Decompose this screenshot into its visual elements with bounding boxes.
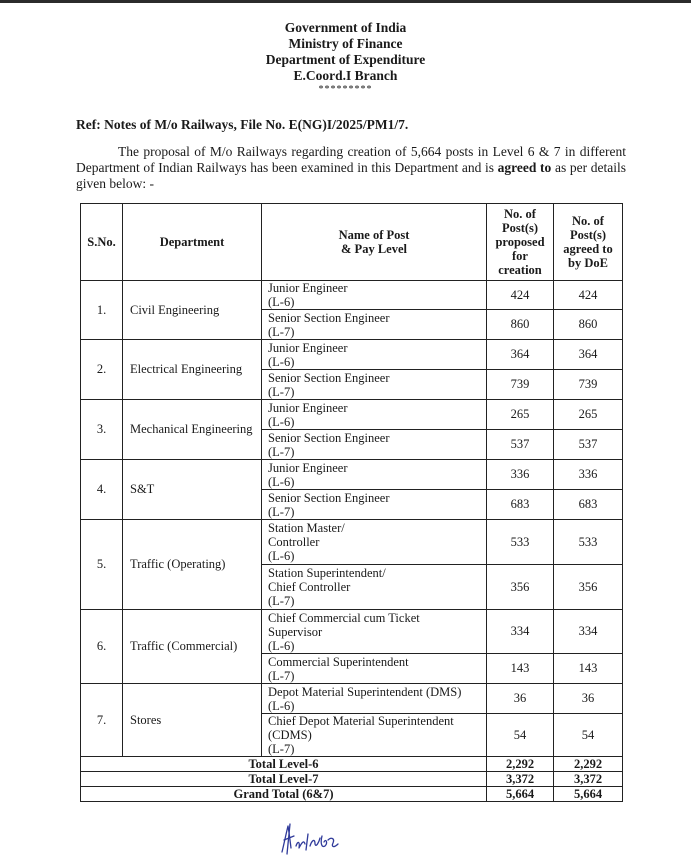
- proposed-count: 739: [487, 370, 554, 400]
- page-top-border: [0, 0, 691, 3]
- proposed-count: 533: [487, 520, 554, 565]
- post-name: Depot Material Superintendent (DMS) (L-6): [262, 684, 487, 714]
- post-name: Commercial Superintendent (L-7): [262, 654, 487, 684]
- posts-table: [80, 203, 623, 802]
- proposed-count: 364: [487, 340, 554, 370]
- department-name: Traffic (Commercial): [123, 610, 262, 684]
- post-name: Station Superintendent/ Chief Controller (L-7): [262, 565, 487, 610]
- header-proposed: No. of Post(s) proposed for creation: [487, 204, 554, 281]
- proposed-count: 424: [487, 281, 554, 310]
- agreed-count: 143: [554, 654, 623, 684]
- govt-line: Government of India: [284, 20, 407, 35]
- body-text-before: The proposal of M/o Railways regarding creation of 5,664 posts in Level 6 & 7 in different Department of Indian Railways has been examined in this Department and is: [76, 144, 626, 175]
- total-agreed: 3,372: [554, 772, 623, 787]
- agreed-count: 336: [554, 460, 623, 490]
- total-row-level7: [81, 772, 623, 787]
- proposed-count: 336: [487, 460, 554, 490]
- body-paragraph: [76, 144, 626, 192]
- agreed-count: 739: [554, 370, 623, 400]
- proposed-count: 683: [487, 490, 554, 520]
- table-body: [81, 281, 623, 757]
- table-header-row: [81, 204, 623, 281]
- post-name: Junior Engineer (L-6): [262, 340, 487, 370]
- agreed-count: 36: [554, 684, 623, 714]
- proposed-count: 860: [487, 310, 554, 340]
- serial-number: 4.: [81, 460, 123, 520]
- proposed-count: 36: [487, 684, 554, 714]
- total-proposed: 2,292: [487, 757, 554, 772]
- agreed-count: 533: [554, 520, 623, 565]
- table-row: [81, 400, 623, 430]
- post-name: Chief Commercial cum Ticket Supervisor (L-6): [262, 610, 487, 654]
- agreed-count: 860: [554, 310, 623, 340]
- header-department: Department: [123, 204, 262, 281]
- agreed-count: 683: [554, 490, 623, 520]
- letterhead: [0, 20, 691, 95]
- total-agreed: 5,664: [554, 787, 623, 802]
- proposed-count: 265: [487, 400, 554, 430]
- proposed-count: 54: [487, 714, 554, 757]
- post-name: Junior Engineer (L-6): [262, 281, 487, 310]
- post-name: Station Master/ Controller (L-6): [262, 520, 487, 565]
- total-label: Total Level-6: [81, 757, 487, 772]
- total-proposed: 3,372: [487, 772, 554, 787]
- signature-icon: [278, 820, 348, 858]
- serial-number: 5.: [81, 520, 123, 610]
- post-name: Chief Depot Material Superintendent (CDMS) (L-7): [262, 714, 487, 757]
- table-row: [81, 610, 623, 654]
- proposed-count: 334: [487, 610, 554, 654]
- total-proposed: 5,664: [487, 787, 554, 802]
- header-agreed: No. of Post(s) agreed to by DoE: [554, 204, 623, 281]
- post-name: Junior Engineer (L-6): [262, 460, 487, 490]
- table-row: [81, 340, 623, 370]
- branch-line: E.Coord.I Branch: [293, 68, 398, 83]
- department-name: Electrical Engineering: [123, 340, 262, 400]
- serial-number: 1.: [81, 281, 123, 340]
- grand-total-row: [81, 787, 623, 802]
- department-name: Civil Engineering: [123, 281, 262, 340]
- total-agreed: 2,292: [554, 757, 623, 772]
- agreed-count: 334: [554, 610, 623, 654]
- department-name: S&T: [123, 460, 262, 520]
- stars-divider: *********: [318, 84, 373, 95]
- serial-number: 7.: [81, 684, 123, 757]
- agreed-count: 364: [554, 340, 623, 370]
- table-row: [81, 520, 623, 565]
- proposed-count: 356: [487, 565, 554, 610]
- department-line: Department of Expenditure: [265, 52, 426, 67]
- post-name: Junior Engineer (L-6): [262, 400, 487, 430]
- body-emphasis: agreed to: [497, 160, 552, 175]
- header-post: Name of Post & Pay Level: [262, 204, 487, 281]
- post-name: Senior Section Engineer (L-7): [262, 430, 487, 460]
- post-name: Senior Section Engineer (L-7): [262, 310, 487, 340]
- department-name: Stores: [123, 684, 262, 757]
- serial-number: 2.: [81, 340, 123, 400]
- agreed-count: 537: [554, 430, 623, 460]
- ministry-line: Ministry of Finance: [288, 36, 403, 51]
- agreed-count: 424: [554, 281, 623, 310]
- body-text-after: as per details given below: -: [76, 160, 626, 191]
- table-row: [81, 281, 623, 310]
- total-label: Grand Total (6&7): [81, 787, 487, 802]
- handwritten-signature: [278, 820, 348, 863]
- serial-number: 6.: [81, 610, 123, 684]
- proposed-count: 143: [487, 654, 554, 684]
- agreed-count: 54: [554, 714, 623, 757]
- post-name: Senior Section Engineer (L-7): [262, 370, 487, 400]
- header-sno: S.No.: [81, 204, 123, 281]
- agreed-count: 356: [554, 565, 623, 610]
- proposed-count: 537: [487, 430, 554, 460]
- total-row-level6: [81, 757, 623, 772]
- table-row: [81, 684, 623, 714]
- department-name: Mechanical Engineering: [123, 400, 262, 460]
- serial-number: 3.: [81, 400, 123, 460]
- post-name: Senior Section Engineer (L-7): [262, 490, 487, 520]
- total-label: Total Level-7: [81, 772, 487, 787]
- reference-line: Ref: Notes of M/o Railways, File No. E(NG)I/2025/PM1/7.: [76, 117, 409, 132]
- department-name: Traffic (Operating): [123, 520, 262, 610]
- table-row: [81, 460, 623, 490]
- agreed-count: 265: [554, 400, 623, 430]
